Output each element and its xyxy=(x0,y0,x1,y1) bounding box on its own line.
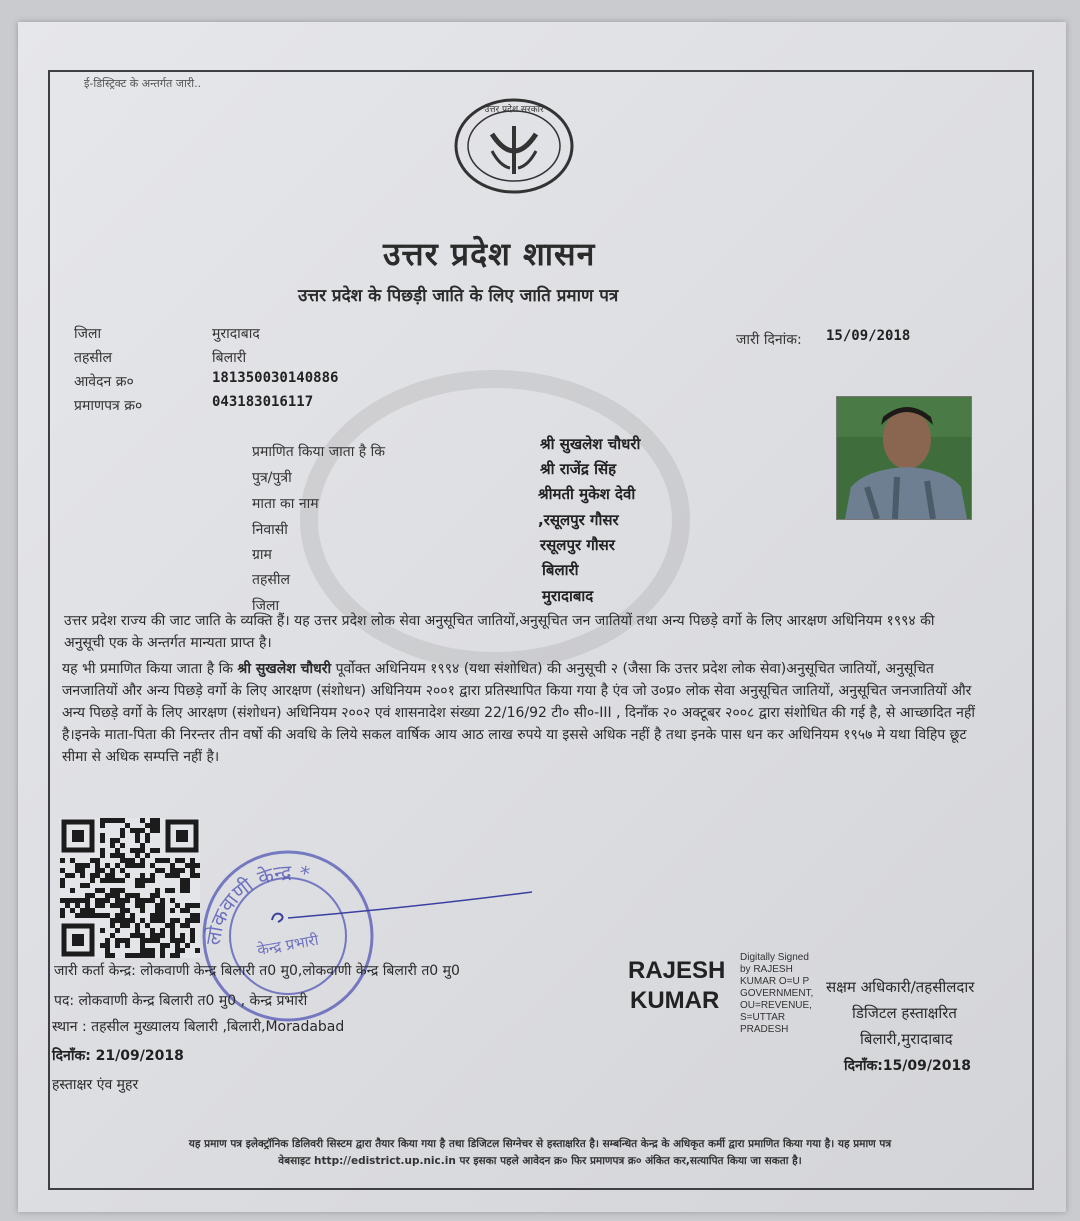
person-silhouette-icon xyxy=(837,397,971,519)
issue-date-label: जारी दिनांक: xyxy=(736,332,802,348)
signer-location: बिलारी,मुरादाबाद xyxy=(860,1030,953,1048)
detail-label: माता का नाम xyxy=(252,496,319,512)
signer-name xyxy=(628,956,725,1016)
emblem-text: उत्तर प्रदेश सरकार xyxy=(484,105,544,115)
footer-line-2: वेबसाइट http://edistrict.up.nic.in पर इसका पहले आवेदन क्र० फिर प्रमाणपत्र क्र० अंकित कर,सत्यापित किया जा सकता है। xyxy=(278,1155,802,1167)
qr-code xyxy=(60,818,200,958)
village: रसूलपुर गौसर xyxy=(540,536,615,554)
issuer-post: पद: लोकवाणी केन्द्र बिलारी त0 मु0 , केन्द्र प्रभारी xyxy=(54,993,308,1009)
district-value: मुरादाबाद xyxy=(212,326,260,342)
signer-last-name: KUMAR xyxy=(630,987,720,1014)
digital-signature-details xyxy=(740,952,813,1036)
top-note: ई-डिस्ट्रिक्ट के अन्तर्गत जारी.. xyxy=(84,77,202,90)
digital-sign-line: GOVERNMENT, xyxy=(740,988,814,999)
issue-date: 15/09/2018 xyxy=(826,328,911,344)
digital-sign-line: by RAJESH xyxy=(740,964,793,975)
applicant-name: श्री सुखलेश चौधरी xyxy=(540,435,641,453)
applicant-photo xyxy=(836,396,972,520)
digital-signed-label: डिजिटल हस्ताक्षरित xyxy=(852,1004,957,1022)
father-name: श्री राजेंद्र सिंह xyxy=(540,460,617,478)
residence: ,रसूलपुर गौसर xyxy=(538,511,619,529)
certification-prefix: यह भी प्रमाणित किया जाता है कि xyxy=(62,661,238,677)
certification-paragraph xyxy=(62,658,980,768)
mother-name: श्रीमती मुकेश देवी xyxy=(538,485,636,503)
footer-line-1: यह प्रमाण पत्र इलेक्ट्रॉनिक डिलिवरी सिस्टम द्वारा तैयार किया गया है तथा डिजिटल सिग्नेचर से हस्ताक्षरित है। सम्बन्धित केन्द्र के अधिकृत कर्मी द्वारा प्रमाणित किया गया है। यह प्रमाण पत्र xyxy=(188,1138,892,1150)
signer-first-name: RAJESH xyxy=(628,957,726,984)
signature-date: दिनाँक:15/09/2018 xyxy=(844,1058,971,1074)
detail-label: जिला xyxy=(252,598,280,614)
certificate-title: उत्तर प्रदेश के पिछड़ी जाति के लिए जाति प्रमाण पत्र xyxy=(298,286,619,306)
detail-label: प्रमाणित किया जाता है कि xyxy=(252,444,386,460)
digital-sign-line: OU=REVENUE, xyxy=(740,1000,812,1011)
detail-district: मुरादाबाद xyxy=(542,587,594,605)
detail-label: तहसील xyxy=(252,572,290,588)
footer-note xyxy=(52,1136,1028,1170)
application-number: 181350030140886 xyxy=(212,370,339,386)
certificate-number-label: प्रमाणपत्र क्र० xyxy=(74,398,143,414)
digital-sign-line: Digitally Signed xyxy=(740,952,809,963)
ink-pen-mark xyxy=(268,888,538,928)
digital-sign-line: S=UTTAR xyxy=(740,1012,786,1023)
district-label: जिला xyxy=(74,326,102,342)
detail-label: पुत्र/पुत्री xyxy=(252,470,292,486)
detail-label: ग्राम xyxy=(252,547,272,563)
caste-statement: उत्तर प्रदेश राज्य की जाट जाति के व्यक्ति हैं। यह उत्तर प्रदेश लोक सेवा अनुसूचित जातियों,अनुसूचित जन जातियों तथा अन्य पिछड़े वर्गो के लिए आरक्षण अधिनियम १९९४ की अनुसूची एक के अन्तर्गत मान्यता प्राप्त है। xyxy=(64,613,935,651)
issuer-date: दिनाँक: 21/09/2018 xyxy=(52,1048,184,1064)
certificate-number: 043183016117 xyxy=(212,394,314,410)
authority-title: सक्षम अधिकारी/तहसीलदार xyxy=(826,978,975,996)
stamp-ring-text: लोकवाणी केन्द्र * xyxy=(200,859,312,947)
detail-tehsil: बिलारी xyxy=(542,561,579,579)
stamp-inner-text: केन्द्र प्रभारी xyxy=(255,930,320,960)
certification-name: श्री सुखलेश चौधरी xyxy=(237,661,332,677)
issuing-center: जारी कर्ता केन्द्र: लोकवाणी केन्द्र बिलारी त0 मु0,लोकवाणी केन्द्र बिलारी त0 मु0 xyxy=(54,963,460,979)
detail-label: निवासी xyxy=(252,522,288,538)
tehsil-value: बिलारी xyxy=(212,350,247,366)
digital-sign-line: PRADESH xyxy=(740,1024,789,1035)
up-government-emblem xyxy=(452,96,576,196)
digital-sign-line: KUMAR O=U P xyxy=(740,976,810,987)
sign-seal-label: हस्ताक्षर एंव मुहर xyxy=(52,1077,139,1093)
application-label: आवेदन क्र० xyxy=(74,374,134,390)
tehsil-label: तहसील xyxy=(74,350,112,366)
certification-text: पूर्वोक्त अधिनियम १९९४ (यथा संशोधित) की अनुसूची २ (जैसा कि उत्तर प्रदेश लोक सेवा)अनुसूचित जातियों, अनुसूचित जनजातियों और अन्य पिछड़े वर्गो के लिए आरक्षण (संशोधन) अधिनियम २००१ द्वारा प्रतिस्थापित किया गया है एंव जो उ०प्र० लोक सेवा अनुसूचित जातियों, अनुसूचित जनजातियों और अन्य पिछड़े वर्गो के लिए आरक्षण (संशोधन) अधिनियम २००२ एवं शासनादेश संख्या 22/16/92 टी० सी०-III , दिनाँक २० अक्टूबर २००८ द्वारा संशोधित की गई है, से आच्छादित नहीं है।इनके माता-पिता की निरन्तर तीन वर्षो की अवधि के लिये सकल वार्षिक आय आठ लाख रुपये या इससे अधिक नहीं है तथा इनके पास धन कर अधिनियम १९५७ मे यथा विहिप छूट सीमा से अधिक सम्पत्ति नहीं है। xyxy=(62,661,976,765)
issuer-place: स्थान : तहसील मुख्यालय बिलारी ,बिलारी,Moradabad xyxy=(52,1019,345,1035)
government-title: उत्तर प्रदेश शासन xyxy=(383,235,596,273)
